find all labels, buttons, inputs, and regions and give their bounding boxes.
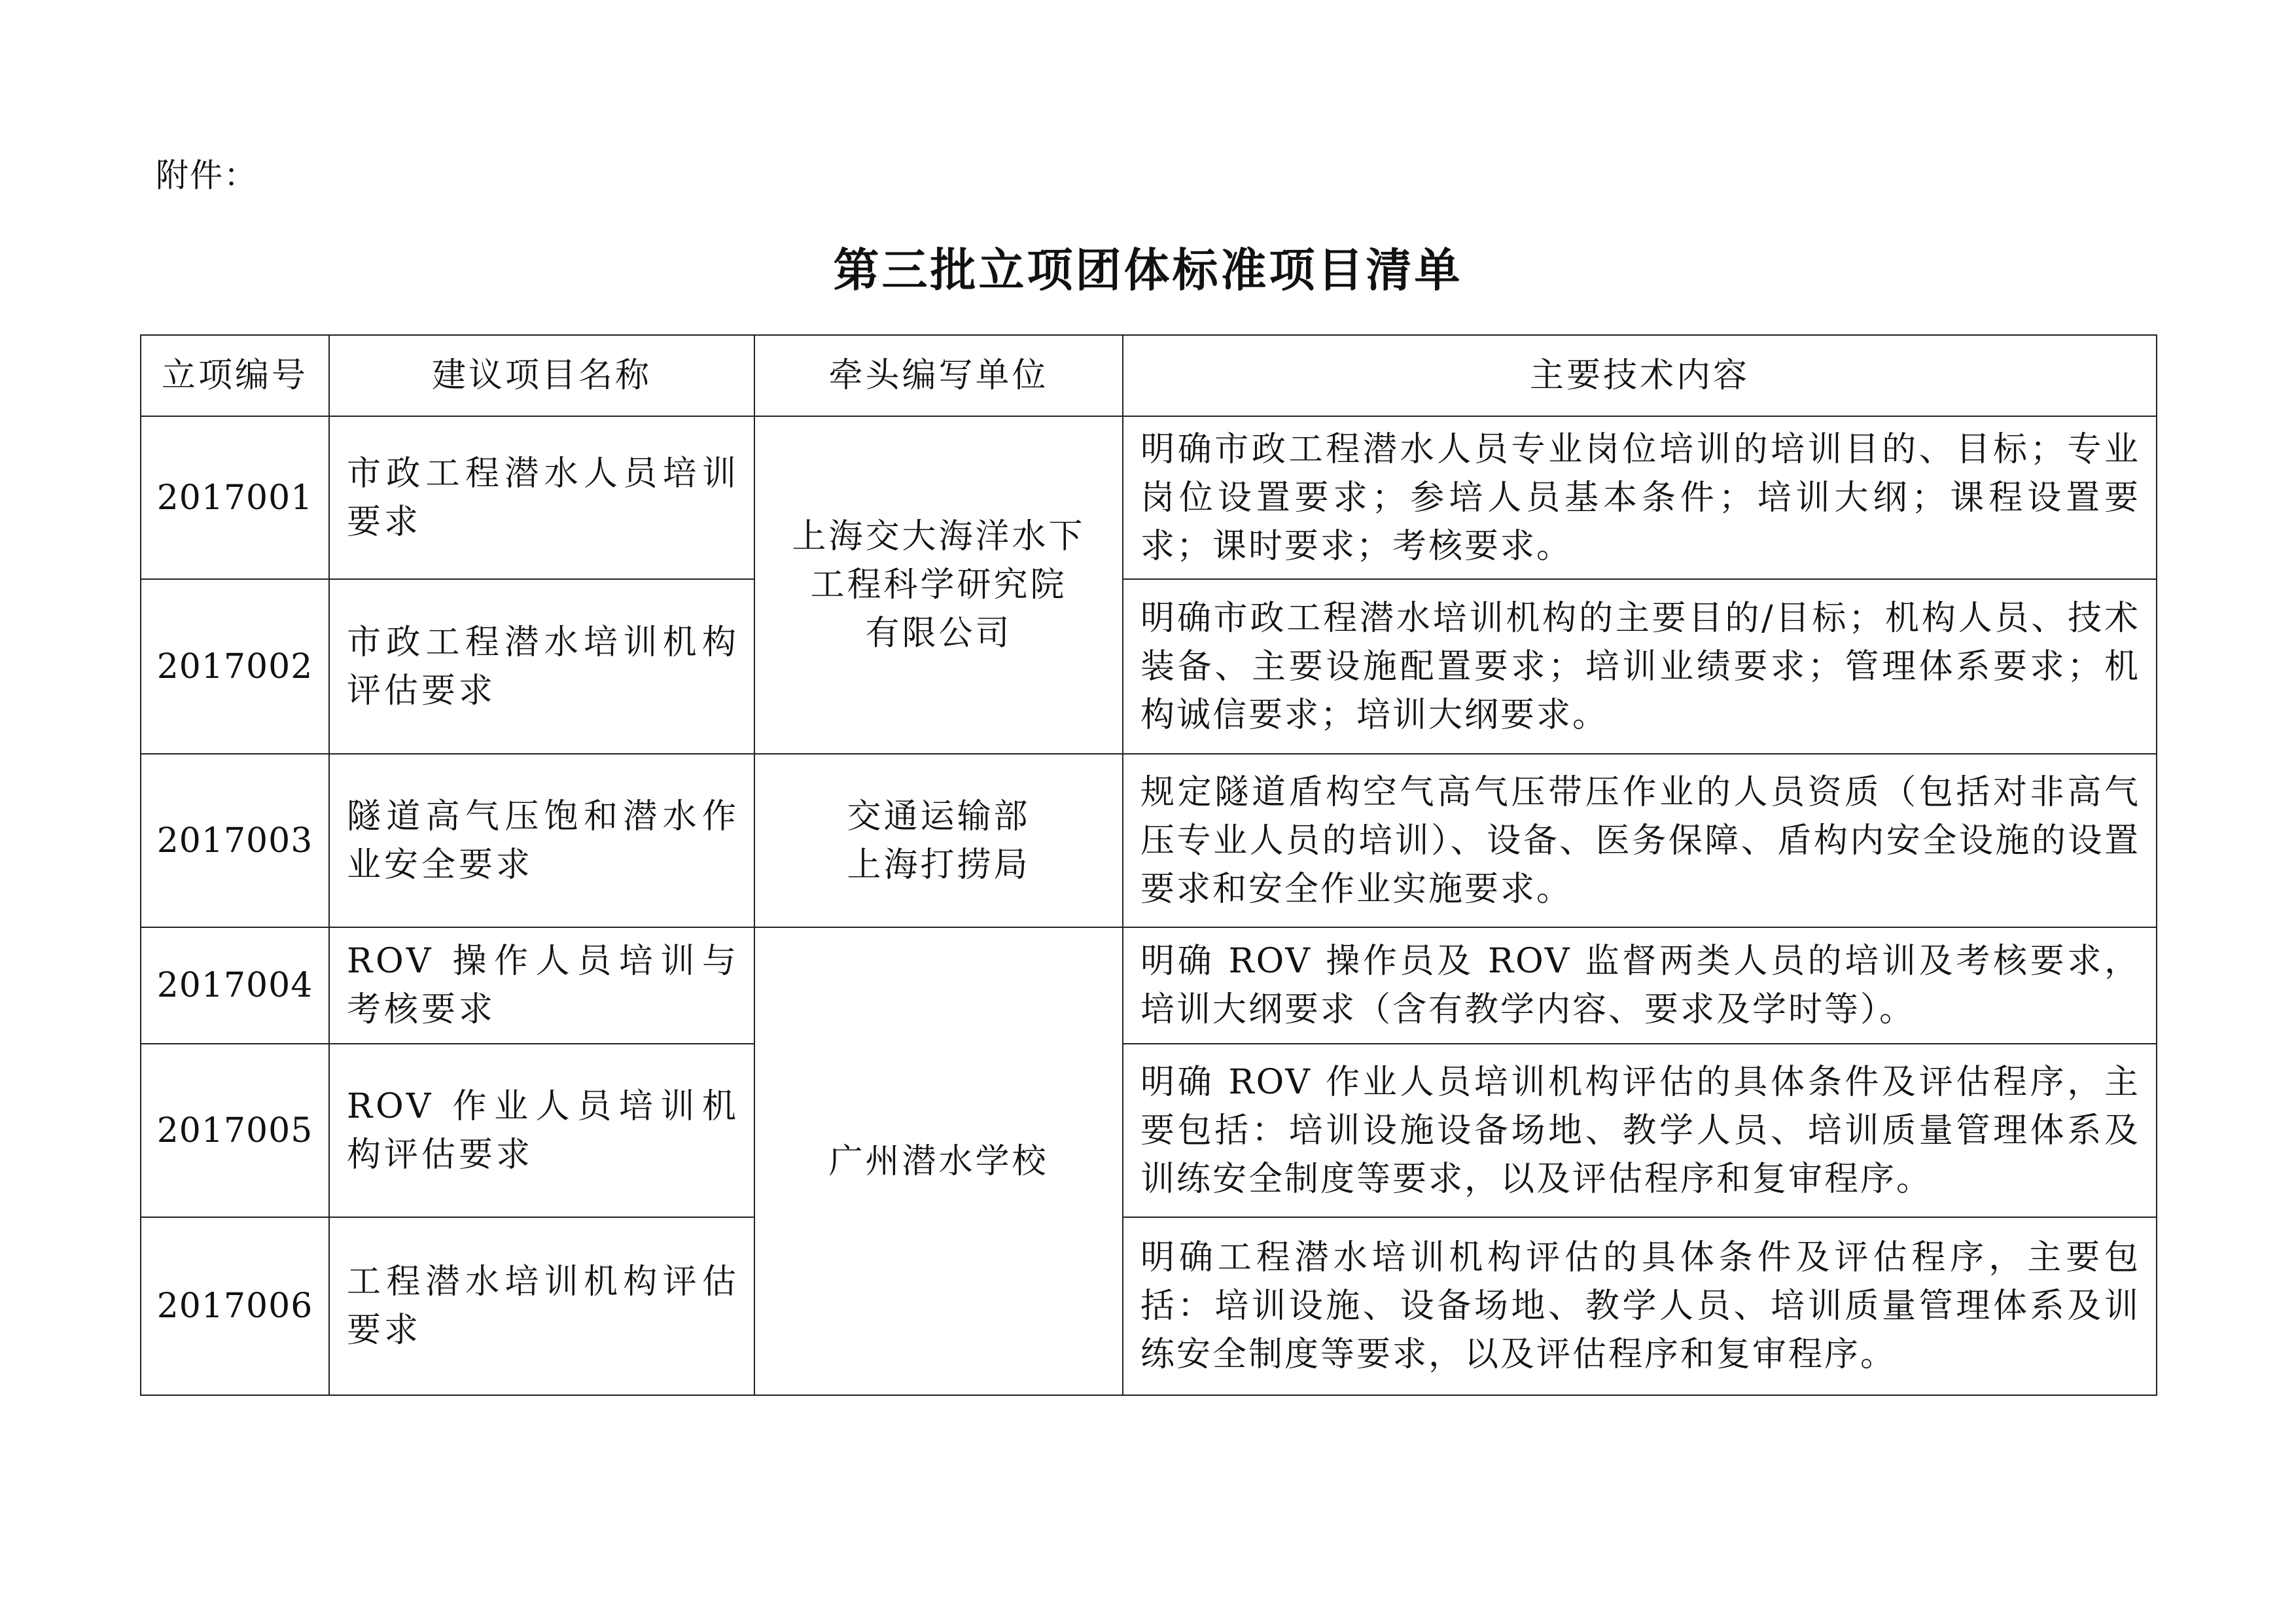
project-code: 2017004 xyxy=(141,927,329,1044)
lead-organization xyxy=(754,416,1123,754)
attachment-label: 附件： xyxy=(156,156,258,194)
lead-organization xyxy=(754,754,1123,927)
table-row xyxy=(141,927,2157,1044)
organization-line: 上海打捞局 xyxy=(847,845,1031,885)
project-name: ROV 作业人员培训机构评估要求 xyxy=(329,1044,754,1217)
technical-content: 明确 ROV 作业人员培训机构评估的具体条件及评估程序，主要包括：培训设施设备场地、教学人员、培训质量管理体系及训练安全制度等要求，以及评估程序和复审程序。 xyxy=(1123,1044,2157,1217)
project-code: 2017003 xyxy=(141,754,329,927)
header-lead-organization: 牵头编写单位 xyxy=(754,335,1123,416)
table-row xyxy=(141,416,2157,579)
table-row xyxy=(141,1044,2157,1217)
organization-line: 工程科学研究院 xyxy=(810,565,1067,605)
project-name: 隧道高气压饱和潜水作业安全要求 xyxy=(329,754,754,927)
technical-content: 明确 ROV 操作员及 ROV 监督两类人员的培训及考核要求，培训大纲要求（含有教学内容、要求及学时等）。 xyxy=(1123,927,2157,1044)
project-list-table xyxy=(140,334,2157,1396)
project-code: 2017001 xyxy=(141,416,329,579)
header-project-code: 立项编号 xyxy=(141,335,329,416)
organization-line: 上海交大海洋水下 xyxy=(792,517,1086,556)
technical-content: 规定隧道盾构空气高气压带压作业的人员资质（包括对非高气压专业人员的培训）、设备、医务保障、盾构内安全设施的设置要求和安全作业实施要求。 xyxy=(1123,754,2157,927)
project-code: 2017005 xyxy=(141,1044,329,1217)
document-title: 第三批立项团体标准项目清单 xyxy=(833,243,1463,297)
project-code: 2017002 xyxy=(141,579,329,754)
technical-content: 明确工程潜水培训机构评估的具体条件及评估程序，主要包括：培训设施、设备场地、教学人员、培训质量管理体系及训练安全制度等要求，以及评估程序和复审程序。 xyxy=(1123,1217,2157,1395)
lead-organization xyxy=(754,927,1123,1395)
header-project-name: 建议项目名称 xyxy=(329,335,754,416)
table-header-row xyxy=(141,335,2157,416)
organization-line: 广州潜水学校 xyxy=(828,1141,1049,1181)
project-name: 市政工程潜水人员培训要求 xyxy=(329,416,754,579)
organization-line: 交通运输部 xyxy=(847,796,1031,836)
table-row xyxy=(141,754,2157,927)
technical-content: 明确市政工程潜水培训机构的主要目的/目标；机构人员、技术装备、主要设施配置要求；培训业绩要求；管理体系要求；机构诚信要求；培训大纲要求。 xyxy=(1123,579,2157,754)
organization-line: 有限公司 xyxy=(865,614,1012,653)
project-name: 市政工程潜水培训机构评估要求 xyxy=(329,579,754,754)
table-row xyxy=(141,1217,2157,1395)
header-technical-content: 主要技术内容 xyxy=(1123,335,2157,416)
technical-content: 明确市政工程潜水人员专业岗位培训的培训目的、目标；专业岗位设置要求；参培人员基本条件；培训大纲；课程设置要求；课时要求；考核要求。 xyxy=(1123,416,2157,579)
project-name: 工程潜水培训机构评估要求 xyxy=(329,1217,754,1395)
project-name: ROV 操作人员培训与考核要求 xyxy=(329,927,754,1044)
table-row xyxy=(141,579,2157,754)
project-code: 2017006 xyxy=(141,1217,329,1395)
